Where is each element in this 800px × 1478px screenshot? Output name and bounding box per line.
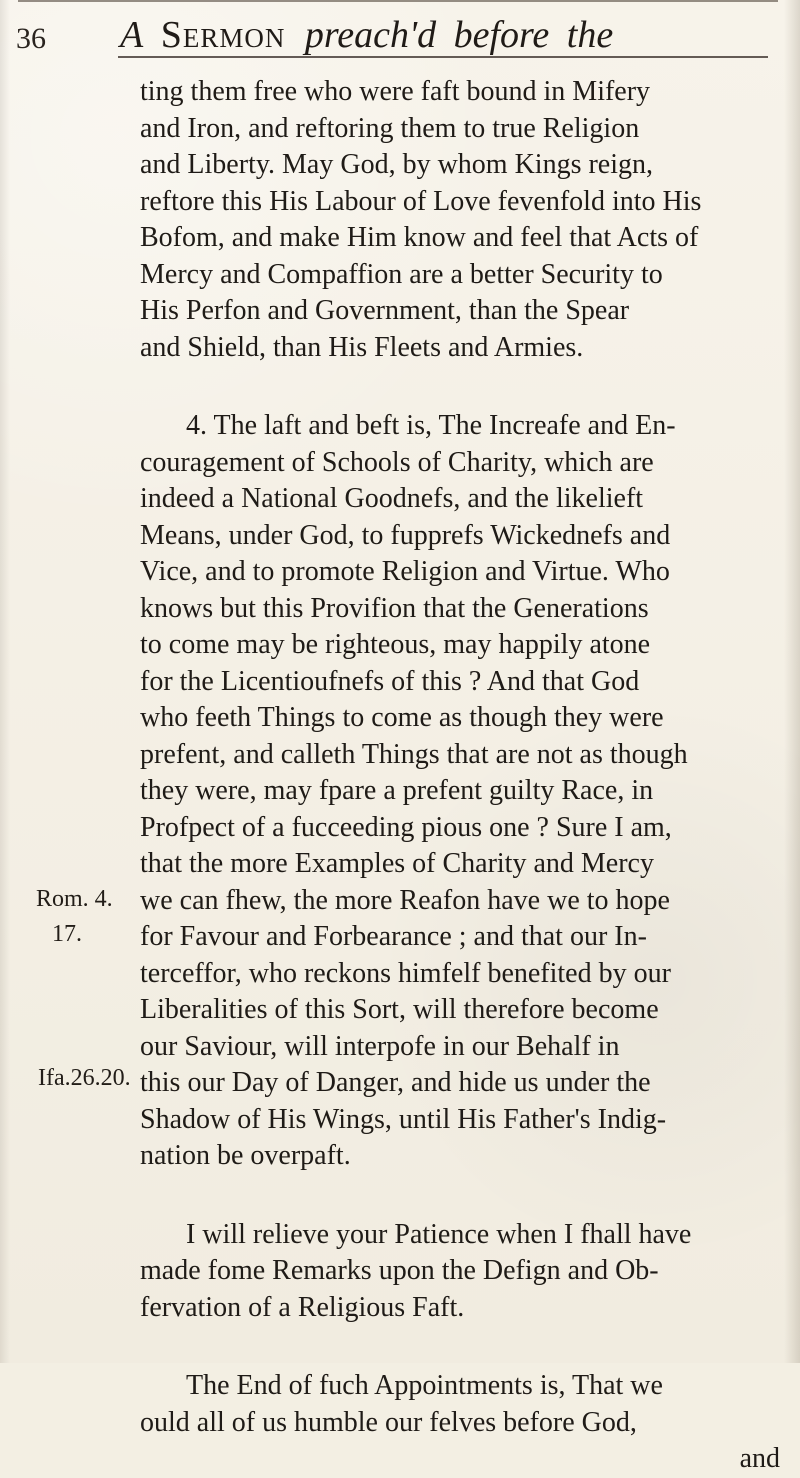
running-head xyxy=(120,16,621,54)
text-line: I will relieve your Patience when I fhall have xyxy=(186,1218,692,1250)
text-line: and Shield, than His Fleets and Armies. xyxy=(140,331,584,363)
running-head-the: the xyxy=(566,14,614,56)
text-line: Profpect of a fucceeding pious one ? Sure I am, xyxy=(140,811,672,843)
margin-note-isaiah: Ifa.26.20. xyxy=(38,1065,131,1091)
text-line: they were, may fpare a prefent guilty Race, in xyxy=(140,775,654,806)
text-line: for the Licentioufnefs of this ? And that God xyxy=(140,665,640,697)
text-line: The End of fuch Appointments is, That we xyxy=(186,1370,663,1401)
text-line: Means, under God, to fupprefs Wickednefs and xyxy=(140,519,671,551)
text-line: Mercy and Compaffion are a better Security to xyxy=(140,258,663,290)
paragraph-gap xyxy=(140,1326,790,1368)
paragraph-gap xyxy=(140,1175,790,1217)
text-line: couragement of Schools of Charity, which are xyxy=(140,446,654,478)
text-line: our Saviour, will interpofe in our Behalf in xyxy=(140,1030,620,1062)
text-line: this our Day of Danger, and hide us under the xyxy=(140,1067,651,1098)
text-line: we can fhew, the more Reafon have we to hope xyxy=(140,884,670,916)
paragraph-gap xyxy=(140,366,790,408)
margin-note-romans-b: 17. xyxy=(52,921,82,947)
header-rule xyxy=(118,56,768,58)
running-head-before: before xyxy=(453,14,550,56)
running-head-sermon: Sermon xyxy=(160,14,286,56)
main-text xyxy=(140,74,790,1478)
text-line: prefent, and calleth Things that are not as though xyxy=(140,738,688,770)
text-line: made fome Remarks upon the Defign and Ob- xyxy=(140,1255,659,1286)
catchword: and xyxy=(739,1443,780,1474)
page-number: 36 xyxy=(16,22,46,55)
text-line: and Liberty. May God, by whom Kings reign, xyxy=(140,149,653,180)
text-line: 4. The laft and beft is, The Increafe and En- xyxy=(186,410,676,441)
text-line: ould all of us humble our felves before God, xyxy=(140,1406,637,1438)
text-line: indeed a National Goodnefs, and the likelieft xyxy=(140,483,644,514)
running-head-preachd: preach'd xyxy=(304,14,437,56)
text-line: nation be overpaft. xyxy=(140,1140,351,1171)
text-line: and Iron, and reftoring them to true Religion xyxy=(140,112,640,144)
text-line: Bofom, and make Him know and feel that Acts of xyxy=(140,222,699,253)
running-head-a: A xyxy=(120,14,144,56)
text-line: reftore this His Labour of Love fevenfold into His xyxy=(140,185,702,217)
text-line: knows but this Provifion that the Generations xyxy=(140,592,649,624)
text-line: Shadow of His Wings, until His Father's Indig- xyxy=(140,1103,667,1135)
top-rule xyxy=(18,0,778,2)
text-line: to come may be righteous, may happily atone xyxy=(140,629,651,660)
text-line: who feeth Things to come as though they were xyxy=(140,702,664,733)
text-line: ting them free who were faft bound in Mifery xyxy=(140,76,651,107)
text-line: Vice, and to promote Religion and Virtue. Who xyxy=(140,556,670,587)
page-header xyxy=(16,6,776,66)
text-line: for Favour and Forbearance ; and that our In- xyxy=(140,921,647,952)
page-left-shadow xyxy=(0,0,10,1363)
text-line: fervation of a Religious Faft. xyxy=(140,1291,465,1323)
text-line: terceffor, who reckons himfelf benefited by our xyxy=(140,957,671,989)
text-line: Liberalities of this Sort, will therefore become xyxy=(140,994,659,1025)
margin-note-romans-a: Rom. 4. xyxy=(36,886,113,912)
text-line: His Perfon and Government, than the Spear xyxy=(140,295,630,326)
text-line: that the more Examples of Charity and Mercy xyxy=(140,848,654,879)
